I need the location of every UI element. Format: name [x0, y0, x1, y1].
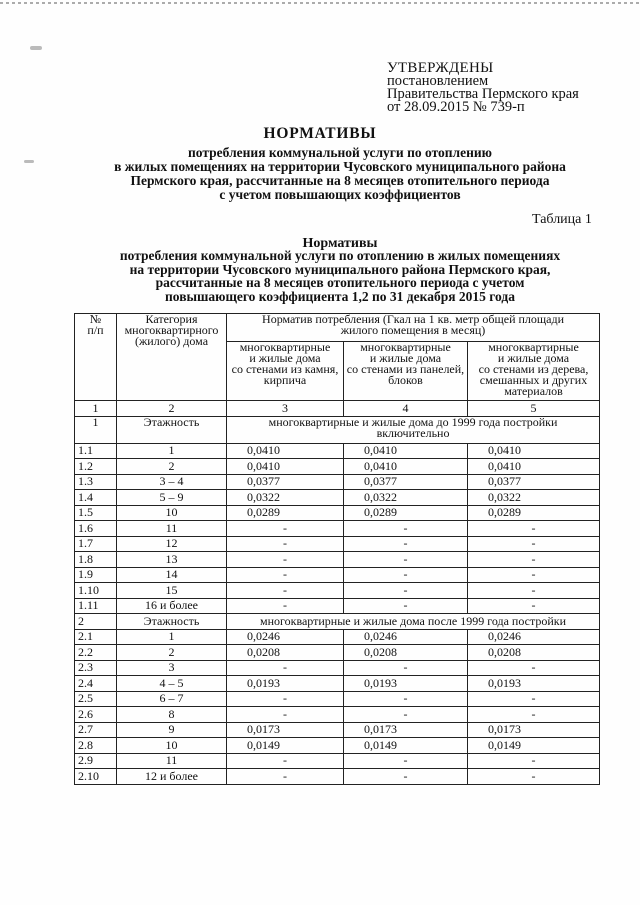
approval-line: постановлением	[387, 73, 489, 89]
cell-panel-block: 0,0208	[344, 645, 468, 661]
cell-stone-brick: 0,0377	[227, 474, 344, 490]
cell-wood-mixed: -	[468, 536, 600, 552]
cell-panel-block: -	[344, 598, 468, 614]
cell-stone-brick: -	[227, 583, 344, 599]
cell-wood-mixed: -	[468, 567, 600, 583]
row-category: 15	[117, 583, 227, 599]
cell-panel-block: -	[344, 552, 468, 568]
subtitle-line: в жилых помещениях на территории Чусовского муниципального района	[114, 159, 566, 174]
cell-panel-block: 0,0322	[344, 490, 468, 506]
table-row	[75, 567, 600, 583]
cell-stone-brick: -	[227, 707, 344, 723]
row-category: 16 и более	[117, 598, 227, 614]
cell-panel-block: 0,0193	[344, 676, 468, 692]
section-2-row	[75, 614, 600, 630]
table-row	[75, 443, 600, 459]
cell-stone-brick: -	[227, 753, 344, 769]
cell-wood-mixed: -	[468, 583, 600, 599]
cell-panel-block: 0,0246	[344, 629, 468, 645]
row-number: 2.2	[75, 645, 117, 661]
row-number: 2.4	[75, 676, 117, 692]
row-number: 1.10	[75, 583, 117, 599]
cell-panel-block: 0,0289	[344, 505, 468, 521]
cell-stone-brick: -	[227, 769, 344, 785]
subtitle-line: потребления коммунальной услуги по отоплению	[188, 145, 492, 160]
section-category: Этажность	[117, 614, 227, 630]
table-subtitle	[40, 249, 640, 303]
cell-wood-mixed: 0,0377	[468, 474, 600, 490]
cell-wood-mixed: 0,0173	[468, 722, 600, 738]
row-category: 11	[117, 521, 227, 537]
document-subtitle	[40, 146, 640, 202]
cell-panel-block: 0,0377	[344, 474, 468, 490]
row-number: 1.2	[75, 459, 117, 475]
row-category: 9	[117, 722, 227, 738]
header-col3: многоквартирные и жилые дома со стенами из камня, кирпича	[227, 342, 344, 401]
row-category: 3	[117, 660, 227, 676]
column-numbers-row	[75, 401, 600, 417]
cell-wood-mixed: -	[468, 707, 600, 723]
row-category: 14	[117, 567, 227, 583]
row-number: 2.5	[75, 691, 117, 707]
table-row	[75, 691, 600, 707]
approval-stamp	[387, 62, 579, 114]
section-num: 1	[75, 416, 117, 443]
row-category: 6 – 7	[117, 691, 227, 707]
cell-panel-block: -	[344, 660, 468, 676]
row-number: 1.5	[75, 505, 117, 521]
row-number: 2.9	[75, 753, 117, 769]
table-row	[75, 583, 600, 599]
cell-panel-block: -	[344, 691, 468, 707]
table-row	[75, 738, 600, 754]
cell-stone-brick: 0,0322	[227, 490, 344, 506]
table-title: Нормативы	[302, 236, 378, 251]
row-category: 10	[117, 738, 227, 754]
col-number: 4	[344, 401, 468, 417]
cell-panel-block: -	[344, 753, 468, 769]
table-label: Таблица 1	[532, 212, 592, 227]
table-row	[75, 722, 600, 738]
col-number: 2	[117, 401, 227, 417]
cell-stone-brick: -	[227, 691, 344, 707]
section-2-rows	[75, 629, 600, 784]
table-row	[75, 474, 600, 490]
subtitle-line: с учетом повышающих коэффициентов	[219, 187, 461, 202]
cell-panel-block: -	[344, 707, 468, 723]
cell-stone-brick: 0,0149	[227, 738, 344, 754]
row-category: 11	[117, 753, 227, 769]
cell-stone-brick: 0,0410	[227, 459, 344, 475]
cell-wood-mixed: -	[468, 521, 600, 537]
subtitle-line: Пермского края, рассчитанные на 8 месяцев отопительного периода	[130, 173, 550, 188]
row-category: 10	[117, 505, 227, 521]
cell-panel-block: -	[344, 521, 468, 537]
row-number: 1.7	[75, 536, 117, 552]
row-number: 2.10	[75, 769, 117, 785]
section-caption: многоквартирные и жилые дома после 1999 года постройки	[227, 614, 600, 630]
col-number: 1	[75, 401, 117, 417]
scan-artifact-top	[0, 2, 640, 4]
header-row	[75, 314, 600, 342]
table-row	[75, 707, 600, 723]
cell-stone-brick: 0,0289	[227, 505, 344, 521]
row-number: 1.8	[75, 552, 117, 568]
cell-wood-mixed: -	[468, 753, 600, 769]
table-row	[75, 645, 600, 661]
row-category: 12 и более	[117, 769, 227, 785]
row-category: 2	[117, 645, 227, 661]
cell-wood-mixed: 0,0246	[468, 629, 600, 645]
row-number: 2.6	[75, 707, 117, 723]
cell-stone-brick: -	[227, 536, 344, 552]
cell-wood-mixed: 0,0410	[468, 459, 600, 475]
cell-panel-block: -	[344, 536, 468, 552]
row-number: 1.11	[75, 598, 117, 614]
col-number: 3	[227, 401, 344, 417]
table-subtitle-line: потребления коммунальной услуги по отоплению в жилых помещениях	[119, 248, 561, 263]
table-subtitle-line: рассчитанные на 8 месяцев отопительного периода с учетом	[155, 275, 525, 290]
scan-smudge	[24, 160, 34, 163]
row-number: 1.1	[75, 443, 117, 459]
cell-panel-block: 0,0410	[344, 443, 468, 459]
cell-stone-brick: 0,0173	[227, 722, 344, 738]
cell-panel-block: -	[344, 567, 468, 583]
table-row	[75, 552, 600, 568]
cell-wood-mixed: -	[468, 769, 600, 785]
cell-wood-mixed: 0,0322	[468, 490, 600, 506]
cell-wood-mixed: -	[468, 660, 600, 676]
document-title: НОРМАТИВЫ	[263, 125, 377, 142]
section-category: Этажность	[117, 416, 227, 443]
header-norm-group: Норматив потребления (Гкал на 1 кв. метр общей площади жилого помещения в месяц)	[227, 314, 600, 342]
table-row	[75, 753, 600, 769]
table-subtitle-line: повышающего коэффициента 1,2 по 31 декабря 2015 года	[165, 288, 515, 304]
section-1-row	[75, 416, 600, 443]
row-category: 3 – 4	[117, 474, 227, 490]
cell-panel-block: -	[344, 583, 468, 599]
cell-stone-brick: -	[227, 521, 344, 537]
row-category: 1	[117, 443, 227, 459]
cell-stone-brick: -	[227, 598, 344, 614]
cell-panel-block: 0,0149	[344, 738, 468, 754]
cell-stone-brick: 0,0246	[227, 629, 344, 645]
section-caption: многоквартирные и жилые дома до 1999 года постройки включительно	[227, 416, 600, 443]
cell-wood-mixed: 0,0410	[468, 443, 600, 459]
approval-heading: УТВЕРЖДЕНЫ	[387, 60, 494, 76]
row-category: 2	[117, 459, 227, 475]
cell-wood-mixed: 0,0149	[468, 738, 600, 754]
cell-wood-mixed: -	[468, 552, 600, 568]
scan-smudge	[30, 46, 42, 50]
approval-line: от 28.09.2015 № 739-п	[387, 99, 525, 115]
cell-stone-brick: 0,0410	[227, 443, 344, 459]
header-col5: многоквартирные и жилые дома со стенами из дерева, смешанных и других материалов	[468, 342, 600, 401]
header-num: № п/п	[75, 314, 117, 401]
cell-wood-mixed: 0,0193	[468, 676, 600, 692]
cell-wood-mixed: 0,0289	[468, 505, 600, 521]
cell-stone-brick: -	[227, 552, 344, 568]
table-row	[75, 629, 600, 645]
cell-stone-brick: -	[227, 660, 344, 676]
table-row	[75, 490, 600, 506]
cell-stone-brick: 0,0193	[227, 676, 344, 692]
row-category: 13	[117, 552, 227, 568]
table-subtitle-line: на территории Чусовского муниципального района Пермского края,	[129, 261, 551, 277]
approval-line: Правительства Пермского края	[387, 86, 579, 102]
header-category: Категория многоквартирного (жилого) дома	[117, 314, 227, 401]
table-row	[75, 521, 600, 537]
cell-wood-mixed: 0,0208	[468, 645, 600, 661]
cell-panel-block: -	[344, 769, 468, 785]
row-category: 1	[117, 629, 227, 645]
table-row	[75, 505, 600, 521]
table-row	[75, 598, 600, 614]
row-category: 8	[117, 707, 227, 723]
row-category: 4 – 5	[117, 676, 227, 692]
section-1-rows	[75, 443, 600, 614]
row-category: 12	[117, 536, 227, 552]
header-col4: многоквартирные и жилые дома со стенами из панелей, блоков	[344, 342, 468, 401]
row-number: 2.8	[75, 738, 117, 754]
row-number: 1.6	[75, 521, 117, 537]
table-row	[75, 769, 600, 785]
cell-wood-mixed: -	[468, 691, 600, 707]
section-num: 2	[75, 614, 117, 630]
norms-table	[74, 313, 600, 785]
cell-stone-brick: -	[227, 567, 344, 583]
cell-panel-block: 0,0173	[344, 722, 468, 738]
row-number: 2.1	[75, 629, 117, 645]
row-number: 2.7	[75, 722, 117, 738]
col-number: 5	[468, 401, 600, 417]
cell-wood-mixed: -	[468, 598, 600, 614]
row-number: 1.9	[75, 567, 117, 583]
cell-stone-brick: 0,0208	[227, 645, 344, 661]
table-row	[75, 660, 600, 676]
row-number: 2.3	[75, 660, 117, 676]
row-category: 5 – 9	[117, 490, 227, 506]
table-row	[75, 676, 600, 692]
row-number: 1.3	[75, 474, 117, 490]
table-row	[75, 536, 600, 552]
cell-panel-block: 0,0410	[344, 459, 468, 475]
table-row	[75, 459, 600, 475]
row-number: 1.4	[75, 490, 117, 506]
